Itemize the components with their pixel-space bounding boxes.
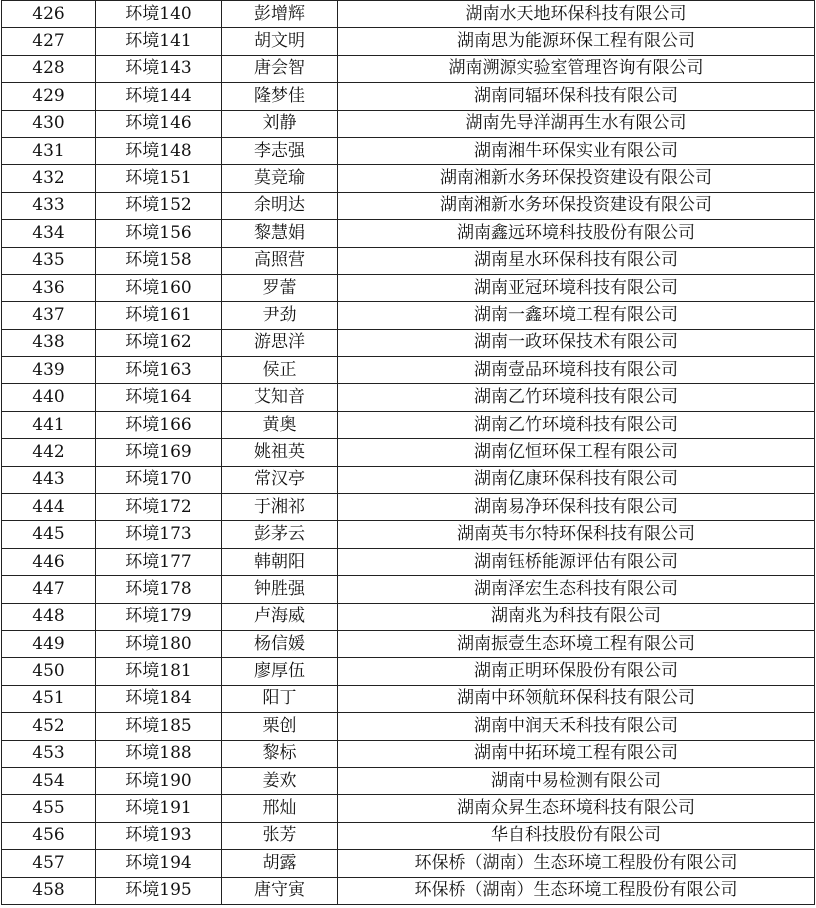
cert-id-cell: 环境166 xyxy=(96,411,222,438)
cert-id-cell: 环境185 xyxy=(96,713,222,740)
row-number-cell: 426 xyxy=(2,1,96,28)
person-name-cell: 钟胜强 xyxy=(222,576,338,603)
table-row xyxy=(2,384,815,411)
company-name-cell: 湖南一政环保技术有限公司 xyxy=(338,329,815,356)
row-number-cell: 457 xyxy=(2,850,96,877)
company-name-cell: 湖南中易检测有限公司 xyxy=(338,767,815,794)
cert-id-cell: 环境161 xyxy=(96,302,222,329)
cert-id-cell: 环境194 xyxy=(96,850,222,877)
person-name-cell: 黄奥 xyxy=(222,411,338,438)
company-name-cell: 湖南壹品环境科技有限公司 xyxy=(338,357,815,384)
cert-id-cell: 环境181 xyxy=(96,658,222,685)
row-number-cell: 449 xyxy=(2,630,96,657)
person-name-cell: 隆梦佳 xyxy=(222,83,338,110)
person-name-cell: 艾知音 xyxy=(222,384,338,411)
cert-id-cell: 环境146 xyxy=(96,110,222,137)
table-row xyxy=(2,740,815,767)
table-row xyxy=(2,28,815,55)
row-number-cell: 443 xyxy=(2,466,96,493)
person-name-cell: 韩朝阳 xyxy=(222,548,338,575)
company-name-cell: 湖南中拓环境工程有限公司 xyxy=(338,740,815,767)
company-name-cell: 湖南同辐环保科技有限公司 xyxy=(338,83,815,110)
company-name-cell: 环保桥（湖南）生态环境工程股份有限公司 xyxy=(338,850,815,877)
person-name-cell: 游思洋 xyxy=(222,329,338,356)
table-row xyxy=(2,850,815,877)
table-row xyxy=(2,822,815,849)
row-number-cell: 433 xyxy=(2,192,96,219)
cert-id-cell: 环境177 xyxy=(96,548,222,575)
table-row xyxy=(2,767,815,794)
cert-id-cell: 环境169 xyxy=(96,439,222,466)
table-row xyxy=(2,83,815,110)
row-number-cell: 455 xyxy=(2,795,96,822)
person-name-cell: 唐会智 xyxy=(222,55,338,82)
company-name-cell: 湖南钰桥能源评估有限公司 xyxy=(338,548,815,575)
person-name-cell: 彭茅云 xyxy=(222,521,338,548)
company-name-cell: 湖南易净环保科技有限公司 xyxy=(338,494,815,521)
row-number-cell: 440 xyxy=(2,384,96,411)
table-row xyxy=(2,466,815,493)
company-name-cell: 湖南一鑫环境工程有限公司 xyxy=(338,302,815,329)
table-row xyxy=(2,795,815,822)
row-number-cell: 434 xyxy=(2,220,96,247)
cert-id-cell: 环境170 xyxy=(96,466,222,493)
cert-id-cell: 环境172 xyxy=(96,494,222,521)
cert-id-cell: 环境195 xyxy=(96,877,222,904)
row-number-cell: 446 xyxy=(2,548,96,575)
row-number-cell: 453 xyxy=(2,740,96,767)
company-name-cell: 环保桥（湖南）生态环境工程股份有限公司 xyxy=(338,877,815,904)
company-name-cell: 湖南兆为科技有限公司 xyxy=(338,603,815,630)
company-name-cell: 湖南湘新水务环保投资建设有限公司 xyxy=(338,165,815,192)
cert-id-cell: 环境173 xyxy=(96,521,222,548)
cert-id-cell: 环境151 xyxy=(96,165,222,192)
company-name-cell: 华自科技股份有限公司 xyxy=(338,822,815,849)
table-row xyxy=(2,411,815,438)
table-row xyxy=(2,247,815,274)
person-name-cell: 卢海威 xyxy=(222,603,338,630)
person-name-cell: 邢灿 xyxy=(222,795,338,822)
table-row xyxy=(2,548,815,575)
table-row xyxy=(2,521,815,548)
company-name-cell: 湖南英韦尔特环保科技有限公司 xyxy=(338,521,815,548)
cert-id-cell: 环境144 xyxy=(96,83,222,110)
table-row xyxy=(2,192,815,219)
person-name-cell: 侯正 xyxy=(222,357,338,384)
cert-id-cell: 环境152 xyxy=(96,192,222,219)
cert-id-cell: 环境158 xyxy=(96,247,222,274)
row-number-cell: 441 xyxy=(2,411,96,438)
company-name-cell: 湖南思为能源环保工程有限公司 xyxy=(338,28,815,55)
company-name-cell: 湖南湘牛环保实业有限公司 xyxy=(338,137,815,164)
company-name-cell: 湖南星水环保科技有限公司 xyxy=(338,247,815,274)
person-name-cell: 张芳 xyxy=(222,822,338,849)
table-row xyxy=(2,630,815,657)
person-name-cell: 余明达 xyxy=(222,192,338,219)
cert-id-cell: 环境148 xyxy=(96,137,222,164)
person-name-cell: 常汉亭 xyxy=(222,466,338,493)
table-row xyxy=(2,302,815,329)
company-name-cell: 湖南乙竹环境科技有限公司 xyxy=(338,384,815,411)
person-name-cell: 罗蕾 xyxy=(222,274,338,301)
cert-id-cell: 环境160 xyxy=(96,274,222,301)
person-name-cell: 杨信媛 xyxy=(222,630,338,657)
row-number-cell: 445 xyxy=(2,521,96,548)
cert-id-cell: 环境190 xyxy=(96,767,222,794)
cert-id-cell: 环境179 xyxy=(96,603,222,630)
row-number-cell: 442 xyxy=(2,439,96,466)
table-row xyxy=(2,1,815,28)
cert-id-cell: 环境180 xyxy=(96,630,222,657)
person-name-cell: 黎标 xyxy=(222,740,338,767)
company-name-cell: 湖南振壹生态环境工程有限公司 xyxy=(338,630,815,657)
row-number-cell: 431 xyxy=(2,137,96,164)
table-row xyxy=(2,439,815,466)
cert-id-cell: 环境178 xyxy=(96,576,222,603)
company-name-cell: 湖南湘新水务环保投资建设有限公司 xyxy=(338,192,815,219)
company-name-cell: 湖南正明环保股份有限公司 xyxy=(338,658,815,685)
table-row xyxy=(2,603,815,630)
table-body xyxy=(2,1,815,905)
person-name-cell: 栗创 xyxy=(222,713,338,740)
table-row xyxy=(2,110,815,137)
table-row xyxy=(2,274,815,301)
row-number-cell: 429 xyxy=(2,83,96,110)
personnel-table xyxy=(1,0,815,905)
table-row xyxy=(2,494,815,521)
person-name-cell: 彭增辉 xyxy=(222,1,338,28)
cert-id-cell: 环境156 xyxy=(96,220,222,247)
table-row xyxy=(2,137,815,164)
person-name-cell: 唐守寅 xyxy=(222,877,338,904)
person-name-cell: 尹劲 xyxy=(222,302,338,329)
row-number-cell: 458 xyxy=(2,877,96,904)
cert-id-cell: 环境191 xyxy=(96,795,222,822)
table-row xyxy=(2,329,815,356)
company-name-cell: 湖南水天地环保科技有限公司 xyxy=(338,1,815,28)
table-row xyxy=(2,685,815,712)
company-name-cell: 湖南众昇生态环境科技有限公司 xyxy=(338,795,815,822)
company-name-cell: 湖南先导洋湖再生水有限公司 xyxy=(338,110,815,137)
cert-id-cell: 环境141 xyxy=(96,28,222,55)
company-name-cell: 湖南泽宏生态科技有限公司 xyxy=(338,576,815,603)
row-number-cell: 437 xyxy=(2,302,96,329)
cert-id-cell: 环境140 xyxy=(96,1,222,28)
cert-id-cell: 环境164 xyxy=(96,384,222,411)
row-number-cell: 454 xyxy=(2,767,96,794)
cert-id-cell: 环境163 xyxy=(96,357,222,384)
person-name-cell: 姚祖英 xyxy=(222,439,338,466)
row-number-cell: 427 xyxy=(2,28,96,55)
cert-id-cell: 环境188 xyxy=(96,740,222,767)
row-number-cell: 439 xyxy=(2,357,96,384)
row-number-cell: 448 xyxy=(2,603,96,630)
row-number-cell: 435 xyxy=(2,247,96,274)
company-name-cell: 湖南中润天禾科技有限公司 xyxy=(338,713,815,740)
person-name-cell: 姜欢 xyxy=(222,767,338,794)
row-number-cell: 436 xyxy=(2,274,96,301)
person-name-cell: 廖厚伍 xyxy=(222,658,338,685)
cert-id-cell: 环境143 xyxy=(96,55,222,82)
table-row xyxy=(2,55,815,82)
table-row xyxy=(2,220,815,247)
row-number-cell: 450 xyxy=(2,658,96,685)
cert-id-cell: 环境193 xyxy=(96,822,222,849)
person-name-cell: 胡文明 xyxy=(222,28,338,55)
row-number-cell: 432 xyxy=(2,165,96,192)
person-name-cell: 胡露 xyxy=(222,850,338,877)
company-name-cell: 湖南鑫远环境科技股份有限公司 xyxy=(338,220,815,247)
row-number-cell: 451 xyxy=(2,685,96,712)
person-name-cell: 阳丁 xyxy=(222,685,338,712)
person-name-cell: 黎慧娟 xyxy=(222,220,338,247)
row-number-cell: 456 xyxy=(2,822,96,849)
cert-id-cell: 环境162 xyxy=(96,329,222,356)
row-number-cell: 447 xyxy=(2,576,96,603)
person-name-cell: 李志强 xyxy=(222,137,338,164)
company-name-cell: 湖南溯源实验室管理咨询有限公司 xyxy=(338,55,815,82)
company-name-cell: 湖南亿康环保科技有限公司 xyxy=(338,466,815,493)
table-row xyxy=(2,658,815,685)
company-name-cell: 湖南乙竹环境科技有限公司 xyxy=(338,411,815,438)
row-number-cell: 428 xyxy=(2,55,96,82)
person-name-cell: 刘静 xyxy=(222,110,338,137)
company-name-cell: 湖南中环领航环保科技有限公司 xyxy=(338,685,815,712)
person-name-cell: 高照营 xyxy=(222,247,338,274)
row-number-cell: 430 xyxy=(2,110,96,137)
person-name-cell: 莫竞瑜 xyxy=(222,165,338,192)
row-number-cell: 444 xyxy=(2,494,96,521)
table-row xyxy=(2,357,815,384)
person-name-cell: 于湘祁 xyxy=(222,494,338,521)
table-row xyxy=(2,165,815,192)
cert-id-cell: 环境184 xyxy=(96,685,222,712)
company-name-cell: 湖南亚冠环境科技有限公司 xyxy=(338,274,815,301)
table-row xyxy=(2,576,815,603)
row-number-cell: 452 xyxy=(2,713,96,740)
row-number-cell: 438 xyxy=(2,329,96,356)
table-row xyxy=(2,713,815,740)
table-row xyxy=(2,877,815,904)
company-name-cell: 湖南亿恒环保工程有限公司 xyxy=(338,439,815,466)
